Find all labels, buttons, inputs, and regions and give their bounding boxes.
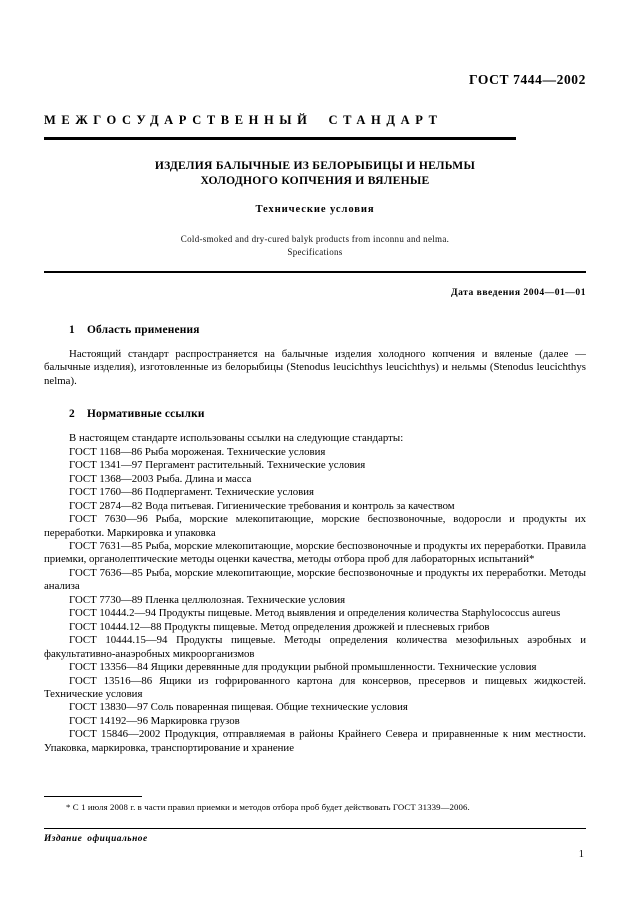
- standard-band-word-2: СТАНДАРТ: [328, 113, 443, 127]
- references-lead-text: В настоящем стандарте использованы ссылки на следующие стандарты:: [69, 432, 404, 445]
- section-heading-references: [44, 406, 586, 422]
- edition-official-label: [44, 834, 148, 844]
- normative-reference-item: ГОСТ 7636—85 Рыба, морские млекопитающие, морские беспозвоночные и продукты их переработки. Методы анализа: [44, 566, 586, 593]
- normative-reference-item: ГОСТ 15846—2002 Продукция, отправляемая в районы Крайнего Севера и приравненные к ним местности. Упаковка, маркировка, транспортирование и хранение: [44, 728, 586, 754]
- normative-reference-item: ГОСТ 10444.12—88 Продукты пищевые. Метод определения дрожжей и плесневых грибов: [69, 620, 490, 633]
- normative-reference-item: ГОСТ 1368—2003 Рыба. Длина и масса: [69, 472, 252, 485]
- document-title-line-1: ИЗДЕЛИЯ БАЛЫЧНЫЕ ИЗ БЕЛОРЫБИЦЫ И НЕЛЬМЫ: [154, 159, 476, 172]
- edition-word-2: официальное: [87, 834, 148, 844]
- section-title-references: Нормативные ссылки: [87, 408, 205, 421]
- document-title-english: [44, 233, 586, 258]
- document-title-english-line-1: Cold-smoked and dry-cured balyk products from inconnu and nelma.: [180, 234, 450, 244]
- section-heading-scope: [44, 322, 586, 338]
- page-number: 1: [578, 849, 584, 860]
- section-number-references: 2: [69, 408, 75, 421]
- edition-word-1: Издание: [44, 834, 83, 844]
- spacer: [44, 338, 586, 348]
- normative-reference-item: ГОСТ 7631—85 Рыба, морские млекопитающие, морские беспозвоночные и продукты их переработки. Правила приемки, органолептические методы оценки качества, методы отбора проб для лабораторных испытаний*: [44, 539, 586, 566]
- document-body: [44, 322, 586, 755]
- document-title-english-line-2: Specifications: [287, 246, 343, 257]
- introduction-date: Дата введения 2004—01—01: [451, 287, 586, 298]
- normative-reference-item: ГОСТ 1760—86 Подпергамент. Технические условия: [69, 486, 314, 499]
- normative-reference-item: ГОСТ 10444.2—94 Продукты пищевые. Метод выявления и определения количества Staphylococcus aureus: [69, 607, 561, 620]
- section-number-scope: 1: [69, 324, 75, 336]
- standard-band-word-1: МЕЖГОСУДАРСТВЕННЫЙ: [44, 113, 313, 127]
- normative-reference-item: ГОСТ 13516—86 Ящики из гофрированного картона для консервов, пресервов и пищевых жидкостей. Технические условия: [44, 674, 586, 700]
- normative-reference-item: ГОСТ 7630—96 Рыба, морские млекопитающие, морские беспозвоночные, водоросли и продукты их переработки. Маркировка и упаковка: [44, 513, 586, 539]
- document-title: [44, 158, 586, 188]
- footnote-text: * С 1 июля 2008 г. в части правил приемки и методов отбора проб будет действовать ГОСТ 31339—2006.: [66, 802, 470, 812]
- normative-reference-list: [44, 446, 586, 755]
- normative-reference-item: ГОСТ 1168—86 Рыба мороженая. Технические условия: [69, 445, 326, 458]
- title-block: [44, 158, 586, 258]
- document-standard-number: ГОСТ 7444—2002: [469, 72, 586, 87]
- normative-reference-item: ГОСТ 13356—84 Ящики деревянные для продукции рыбной промышленности. Технические условия: [69, 661, 537, 674]
- normative-reference-item: ГОСТ 7730—89 Пленка целлюлозная. Технические условия: [69, 593, 346, 606]
- standard-band: [44, 113, 586, 128]
- normative-reference-item: ГОСТ 2874—82 Вода питьевая. Гигиенические требования и контроль за качеством: [69, 499, 455, 512]
- normative-reference-item: ГОСТ 10444.15—94 Продукты пищевые. Методы определения количества мезофильных аэробных и факультативно-анаэробных микроорганизмов: [44, 634, 586, 660]
- section-title-scope: Область применения: [87, 324, 200, 336]
- title-divider: [44, 271, 586, 273]
- footer-divider: [44, 828, 586, 829]
- document-subtitle: Технические условия: [255, 204, 375, 215]
- header-divider-thick: [44, 137, 516, 140]
- normative-reference-item: ГОСТ 13830—97 Соль поваренная пищевая. Общие технические условия: [69, 701, 408, 714]
- normative-reference-item: ГОСТ 14192—96 Маркировка грузов: [69, 714, 240, 727]
- section-paragraph-scope: Настоящий стандарт распространяется на балычные изделия холодного копчения и вяленые (далее — балычные изделия), изготовленные из белорыбицы (Stenodus leucichthys leucichthys) и нельмы (Stenodus leucichthys nelma).: [44, 348, 586, 387]
- footnote-divider: [44, 796, 142, 797]
- spacer: [44, 388, 586, 406]
- normative-reference-item: ГОСТ 1341—97 Пергамент растительный. Технические условия: [69, 459, 366, 472]
- document-title-line-2: ХОЛОДНОГО КОПЧЕНИЯ И ВЯЛЕНЫЕ: [200, 174, 430, 187]
- spacer: [44, 422, 586, 432]
